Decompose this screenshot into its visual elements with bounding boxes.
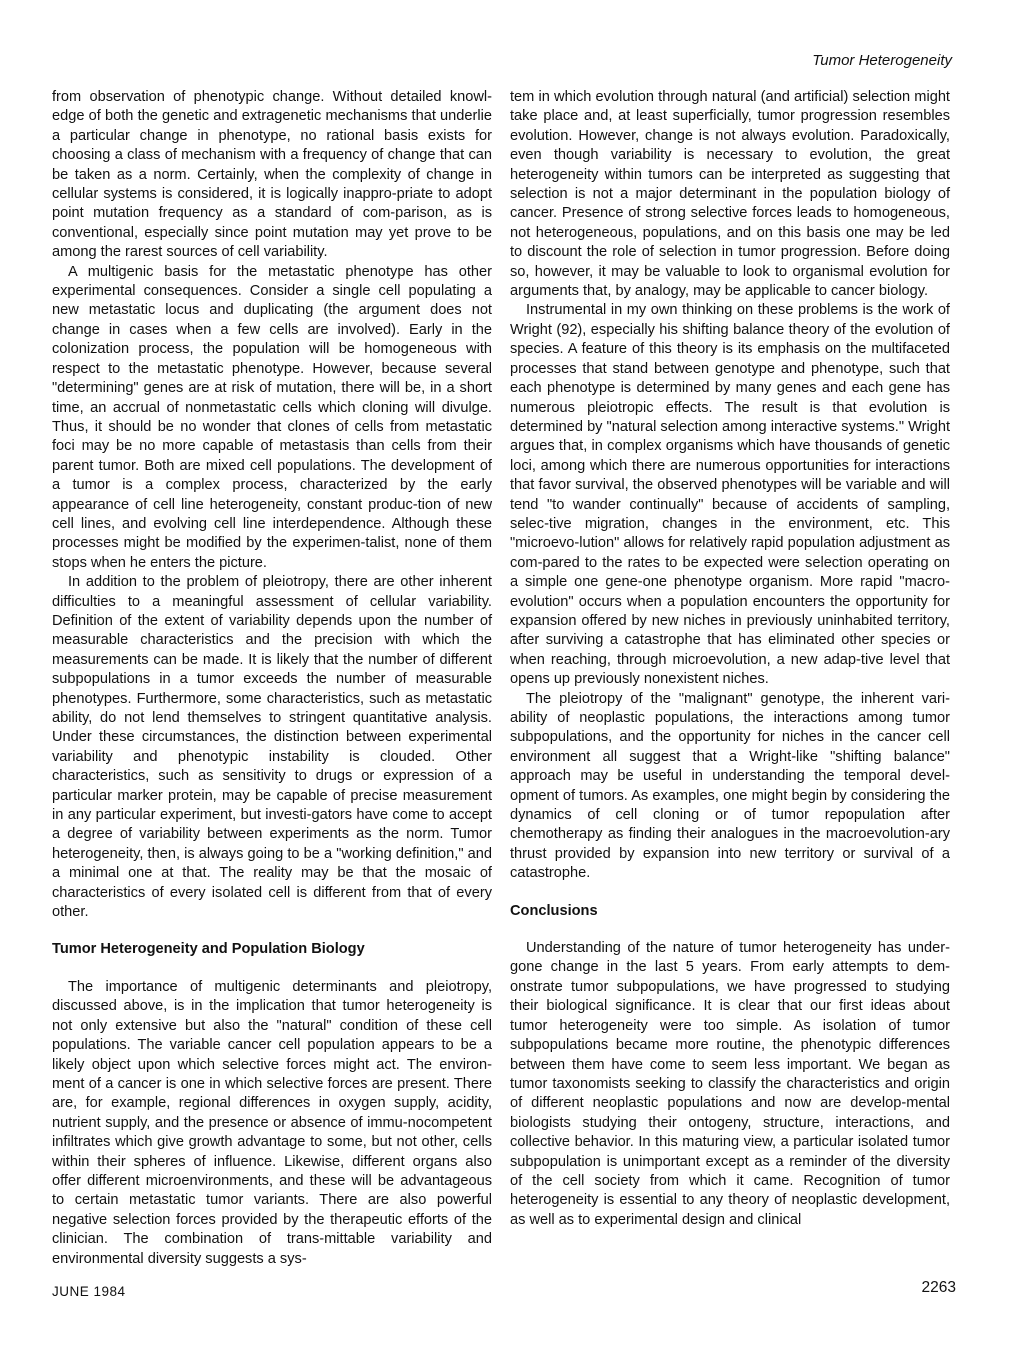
paragraph-wright-theory: Instrumental in my own thinking on these problems is the work of Wright (92), especially his shifting balance theory of the evolution of species. A feature of this theory is its emphasis on the multifaceted processes that stand between genotype and phenotype, such that each phenotype is determined by many genes and each gene has numerous pleiotropic effects. The result is that evolution is determined by "natural selection among interactive systems." Wright argues that, in complex organisms which have thousands of genetic loci, among which there are numerous opportunities for interactions that favor survival, the observed phenotypes will be variable and will tend "to wander continually" because of accidents of sampling, selec-tive migration, changes in the environment, etc. This "microevo-lution" allows for relatively rapid population adjustment as com-pared to the rates to be expected were selection operating on a simple one gene-one phenotype organism. More rapid "macro-evolution" occurs when a population encounters the opportunity for expansion offered by new niches in previously uninhabited territory, after surviving a catastrophe that has eliminated other species or when reaching, through microevolution, a new adap-tive level that opens up previously nonexistent niches.: [510, 302, 950, 688]
journal-date: JUNE 1984: [52, 1284, 126, 1299]
running-head: Tumor Heterogeneity: [812, 52, 952, 69]
paragraph-multigenic-determinants: The importance of multigenic determinants and pleiotropy, discussed above, is in the implication that tumor heterogeneity is not only extensive but also the "natural" condition of these cell populations. The variable cancer cell population appears to be a likely object upon which selective forces might act. The environ-ment of a cancer is one in which selective forces are present. There are, for example, regional differences in oxygen supply, acidity, nutrient supply, and the presence or absence of immu-nocompetent infiltrates which give growth advantage to some, but not other, cells within their spheres of influence. Likewise, different organs also offer different microenvironments, and these will be advantageous to certain metastatic tumor variants. There are also powerful negative selection forces provided by the therapeutic efforts of the clinician. The combination of trans-mittable variability and environmental diversity suggests a sys-: [52, 978, 492, 1267]
right-column: [510, 88, 950, 1230]
left-column: [52, 88, 492, 1269]
page-number: 2263: [921, 1279, 956, 1296]
paragraph-conclusions: Understanding of the nature of tumor heterogeneity has under-gone change in the last 5 years. From early attempts to dem-onstrate tumor subpopulations, we have progressed to studying their biological significance. It is clear that our first ideas about tumor heterogeneity were too simple. As isolation of tumor subpopulations became more routine, the phenotypic differences between them have come to seem less important. We began as tumor taxonomists seeking to classify the characteristics and origin of different neoplastic populations and now are develop-mental biologists studying their ontogeny, structure, interactions, and collective behavior. In this maturing view, a particular isolated tumor subpopulation is unimportant except as a reminder of the diversity of the cell society from which it came. Recognition of tumor heterogeneity is essential to any theory of neoplastic development, as well as to experimental design and clinical: [510, 940, 950, 1228]
paragraph-multigenic-basis: A multigenic basis for the metastatic phenotype has other experimental consequences. Consider a single cell populating a new metastatic locus and duplicating (the argument does not change in cases when a few cells are involved). Early in the colonization process, the population will be homogeneous with respect to the metastatic phenotype. However, because several "determining" genes are at risk of mutation, there will be, in a short time, an accrual of nonmetastatic cells which cloning will divulge. Thus, it should be no wonder that clones of cells from metastatic foci may be no more capable of metastasis than cells from their parent tumor. Both are mixed cell populations. The development of a tumor is a complex process, characterized by the early appearance of cell line heterogeneity, constant produc-tion of new cell lines, and evolving cell line interdependence. Although these processes might be modified by the experimen-talist, none of them stops when he enters the picture.: [52, 263, 492, 571]
section-heading-conclusions: Conclusions: [510, 902, 598, 919]
section-heading-population-biology: Tumor Heterogeneity and Population Biology: [52, 941, 365, 958]
paragraph-malignant-genotype: The pleiotropy of the "malignant" genotype, the inherent vari-ability of neoplastic populations, the interactions among tumor subpopulations, and the opportunity for niches in the cancer cell environment all suggest that a Wright-like "shifting balance" approach may be useful in understanding the temporal devel-opment of tumors. As examples, one might begin by considering the dynamics of cell cloning or of tumor repopulation after chemotherapy as finding their analogues in the macroevolution-ary thrust provided by expansion into new territory or survival of a catastrophe.: [510, 690, 950, 882]
paragraph-pleiotropy-difficulties: In addition to the problem of pleiotropy, there are other inherent difficulties to a meaningful assessment of cellular variability. Definition of the extent of variability depends upon the number of measurable characteristics and the precision with which the measurements can be made. It is likely that the number of different subpopulations in a tumor exceeds the number of measurable phenotypes. Furthermore, some characteristics, such as metastatic ability, do not lend themselves to stringent quantitative analysis. Under these circumstances, the distinction between experimental variability and phenotypic instability is clouded. Other characteristics, such as sensitivity to drugs or expression of a particular marker protein, may be capable of precise measurement in any particular experiment, but investi-gators have come to accept a degree of variability between experiments as the norm. Tumor heterogeneity, then, is always going to be a "working definition," and a minimal one at that. The reality may be that the mosaic of characteristics of every isolated cell is different from that of every other.: [52, 574, 492, 921]
paragraph-observation: from observation of phenotypic change. Without detailed knowl-edge of both the genetic and extragenetic mechanisms that underlie a particular change in phenotype, no rational basis exists for choosing a class of mechanism with a frequency of change that can be taken as a norm. Certainly, when the complexity of change in cellular systems is considered, it is logically inappro-priate to adopt point mutation frequency as a standard of com-parison, as is conventional, especially since point mutation may yet prove to be among the rarest sources of cell variability.: [52, 89, 492, 261]
paragraph-evolution-selection: tem in which evolution through natural (and artificial) selection might take place and, at least superficially, tumor progression resembles evolution. However, change is not always evolution. Paradoxically, even though variability is necessary to evolution, the great heterogeneity within tumors can be interpreted as suggesting that selection is not a major determinant in the population biology of cancer. Presence of strong selective forces leads to homogeneous, not heterogeneous, populations, and on this basis one may be led to discount the role of selection in tumor progression. Before doing so, however, it may be valuable to look to organismal evolution for arguments that, by analogy, may be applicable to cancer biology.: [510, 89, 950, 300]
